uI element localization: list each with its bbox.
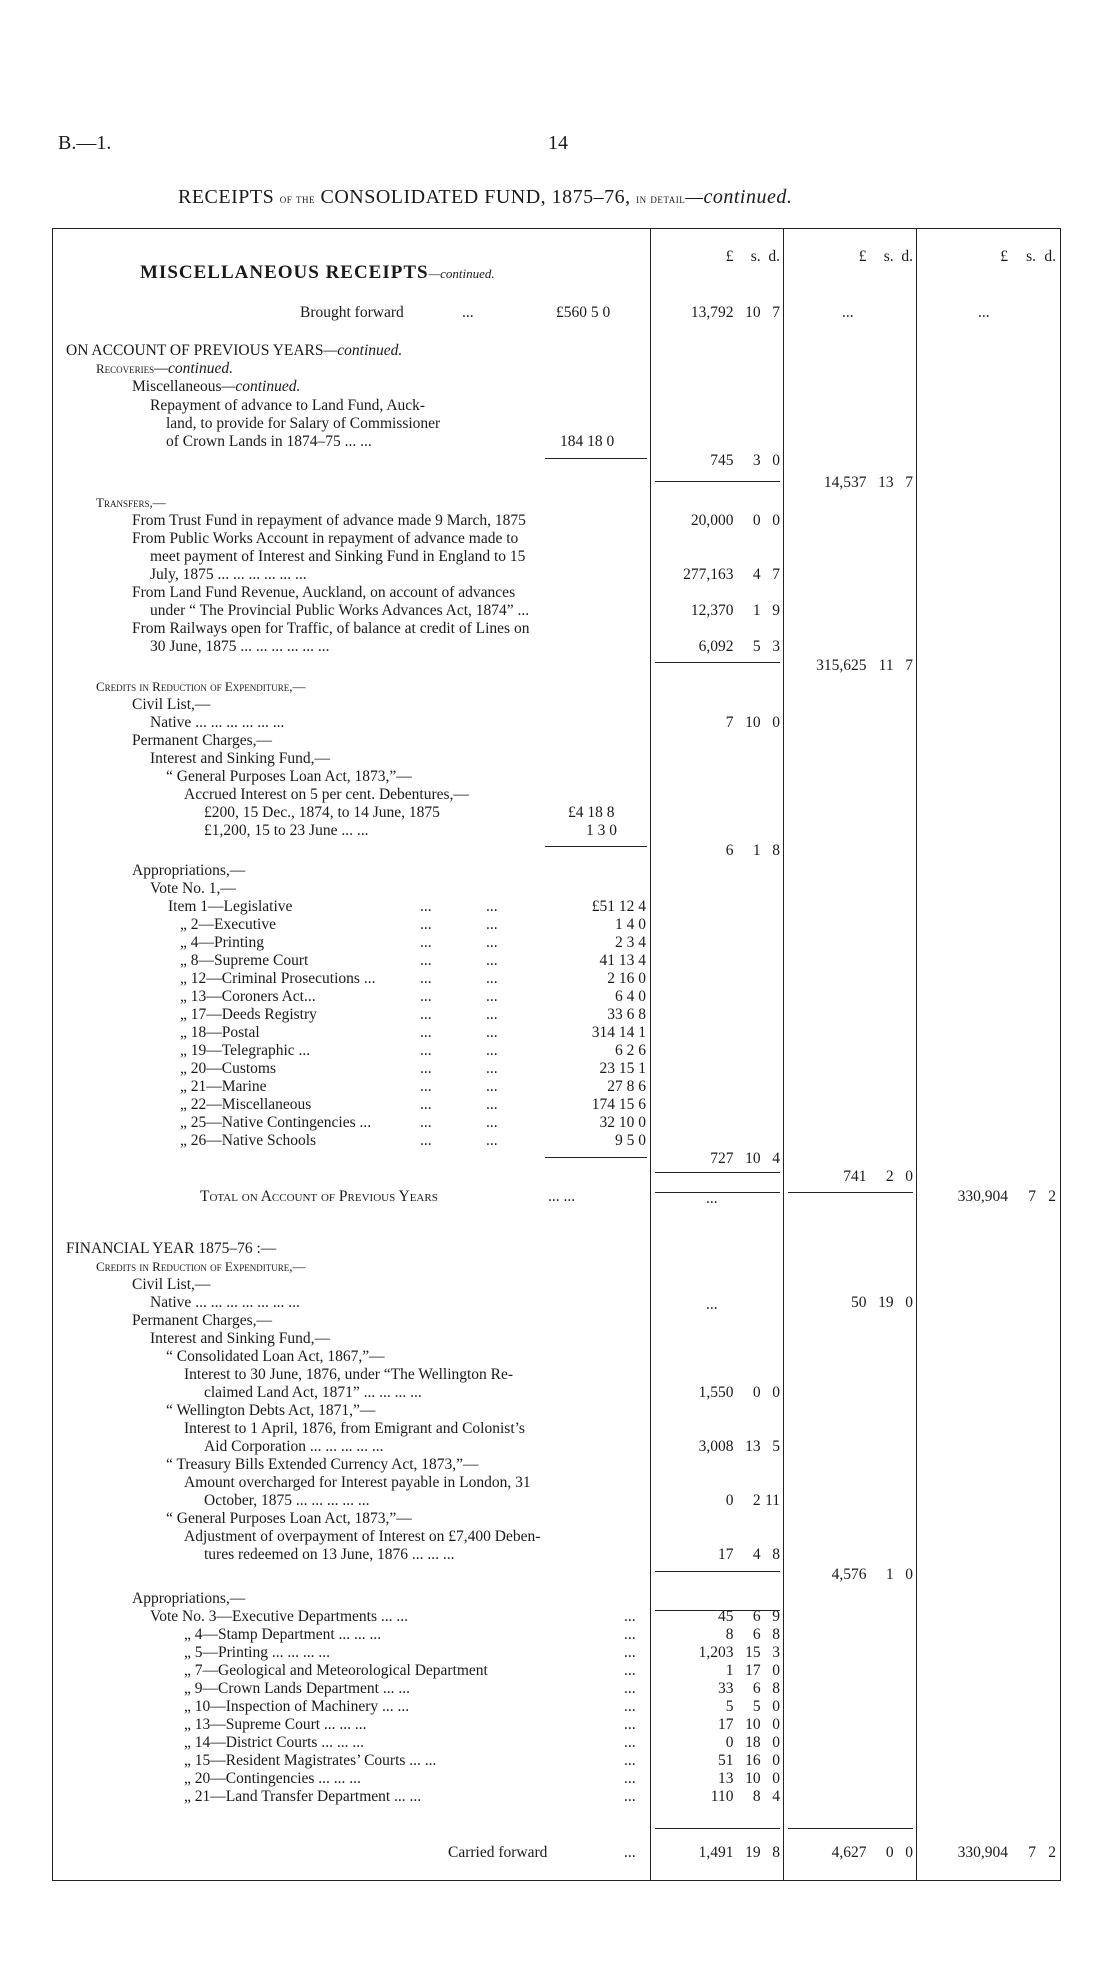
vote1-item-dots: ... [420,970,432,987]
rule [655,481,780,482]
civil-list: Civil List,— [132,696,211,713]
vote1-item-label: „ 20—Customs [180,1060,277,1077]
vote1-item-dots: ... [420,1006,432,1023]
fy-v3: 0 2 11 [725,1492,780,1509]
brought-forward-label: Brought forward [300,304,404,321]
vote1-item-dots: ... [486,1078,498,1095]
fy-v1: 1,550 0 0 [698,1384,780,1401]
transfer-line: From Railways open for Traffic, of balance at credit of Lines on [132,620,530,637]
vote1-item-value: 314 14 1 [591,1024,646,1041]
vote1-item-dots: ... [420,1024,432,1041]
col3-header: £ s. d. [1000,248,1056,265]
vote1-item-dots: ... [486,1096,498,1113]
prev-tot1: 14,537 13 7 [823,474,913,491]
fy-line: Interest to 1 April, 1876, from Emigrant and Colonist’s [184,1420,525,1437]
vote1-item-label: „ 22—Miscellaneous [180,1096,312,1113]
rule [545,458,647,459]
vote3-item-dots: ... [624,1608,636,1625]
vote1-item-dots: ... [420,934,432,951]
fy-native: Native ... ... ... ... ... ... ... [150,1294,300,1311]
vote3-item-label: „ 10—Inspection of Machinery ... ... [184,1698,410,1715]
col2-header: £ s. d. [858,248,913,265]
vote1-item-dots: ... [486,934,498,951]
deb-total: 6 1 8 [725,842,780,859]
rule [788,1828,913,1829]
prev-years-heading: ON ACCOUNT OF PREVIOUS YEARS—continued. [66,342,403,359]
vote1-item-value: 2 16 0 [607,970,646,987]
col-divider-2 [783,228,784,1881]
page-title: RECEIPTS of the CONSOLIDATED FUND, 1875–76, in detail—continued. [178,186,793,208]
fy-line: October, 1875 ... ... ... ... ... [204,1492,370,1509]
vote3-item-dots: ... [624,1626,636,1643]
vote3-item-label: „ 4—Stamp Department ... ... ... [184,1626,382,1643]
credits-heading: Credits in Reduction of Expenditure,— [96,679,306,694]
fy-native-v: 50 19 0 [850,1294,913,1311]
transfer-v1: 20,000 0 0 [690,512,780,529]
rule [545,846,647,847]
brought-dots: ... [462,304,474,321]
fy-approp-heading: Appropriations,— [132,1590,246,1607]
vote3-item-dots: ... [624,1734,636,1751]
fy-line: tures redeemed on 13 June, 1876 ... ... ... [204,1546,455,1563]
vote1-item-value: 41 13 4 [599,952,646,969]
vote1-item-value: 174 15 6 [591,1096,646,1113]
col-divider-3 [916,228,917,1881]
total-prev-c1: ... [706,1190,718,1207]
fy-civil: Civil List,— [132,1276,211,1293]
deb2: £1,200, 15 to 23 June ... ... [204,822,369,839]
vote1-item-dots: ... [420,1042,432,1059]
brought-c3: ... [978,304,990,321]
fy-native-c1: ... [706,1296,718,1313]
repay-line-1: Repayment of advance to Land Fund, Auck- [150,397,426,414]
vote1-item-dots: ... [486,898,498,915]
brought-c2: ... [842,304,854,321]
vote1-item-dots: ... [420,898,432,915]
vote1-item-dots: ... [420,1132,432,1149]
transfer-v3: 12,370 1 9 [690,602,780,619]
fy-total: 4,576 1 0 [831,1566,913,1583]
fy-line: claimed Land Act, 1871” ... ... ... ... [204,1384,422,1401]
native-line: Native ... ... ... ... ... ... [150,714,285,731]
vote3-item-dots: ... [624,1644,636,1661]
isf: Interest and Sinking Fund,— [150,750,330,767]
vote1-item-label: „ 25—Native Contingencies ... [180,1114,372,1131]
transfer-line: meet payment of Interest and Sinking Fund in England to 15 [150,548,526,565]
transfer-v2: 277,163 4 7 [683,566,780,583]
vote1-item-label: „ 13—Coroners Act... [180,988,316,1005]
transfer-line: From Trust Fund in repayment of advance made 9 March, 1875 [132,512,526,529]
transfers-heading: Transfers,— [96,495,166,510]
rule [788,1192,913,1193]
vote1-item-value: 9 5 0 [615,1132,646,1149]
recoveries-heading: Recoveries—continued. [96,360,233,377]
rule [655,1571,780,1572]
vote3-item-label: „ 5—Printing ... ... ... ... [184,1644,330,1661]
carried-c2: 4,627 0 0 [831,1844,913,1861]
carried-c1: 1,491 19 8 [698,1844,780,1861]
fy-line: Amount overcharged for Interest payable in London, 31 [184,1474,531,1491]
vote1-item-label: „ 8—Supreme Court [180,952,309,969]
fy-line: “ Wellington Debts Act, 1871,”— [166,1402,376,1419]
vote3-item-value: 13 10 0 [717,1770,780,1787]
vote1-item-dots: ... [420,952,432,969]
deb1: £200, 15 Dec., 1874, to 14 June, 1875 [204,804,440,821]
vote3-item-label: „ 9—Crown Lands Department ... ... [184,1680,410,1697]
gpla: “ General Purposes Loan Act, 1873,”— [166,768,412,785]
vote1-item-label: „ 18—Postal [180,1024,260,1041]
transfer-v4: 6,092 5 3 [698,638,780,655]
rule [655,1828,780,1829]
section-title: MISCELLANEOUS RECEIPTS—continued. [140,262,495,283]
vote3-item-value: 0 18 0 [725,1734,780,1751]
page-number: 14 [548,132,568,154]
misc-heading: Miscellaneous—continued. [132,378,301,395]
fy-perm: Permanent Charges,— [132,1312,273,1329]
fy-isf: Interest and Sinking Fund,— [150,1330,330,1347]
vote1-item-value: 6 4 0 [615,988,646,1005]
vote1-item-dots: ... [420,1096,432,1113]
vote1-item-dots: ... [420,916,432,933]
rule [655,662,780,663]
vote3-item-value: 5 5 0 [725,1698,780,1715]
deb2-v: 1 3 0 [586,822,617,839]
fy-line: “ Consolidated Loan Act, 1867,”— [166,1348,385,1365]
vote3-item-dots: ... [624,1662,636,1679]
col1-header: £ s. d. [725,248,780,265]
vote3-item-value: 33 6 8 [717,1680,780,1697]
rule [545,1157,647,1158]
vote1-item-dots: ... [486,952,498,969]
perm-charges: Permanent Charges,— [132,732,273,749]
vote3-item-dots: ... [624,1752,636,1769]
vote1-item-value: 27 8 6 [607,1078,646,1095]
vote1-item-dots: ... [486,1042,498,1059]
vote1-item-label: „ 26—Native Schools [180,1132,317,1149]
fy-line: Adjustment of overpayment of Interest on £7,400 Deben- [184,1528,541,1545]
vote1-item-dots: ... [486,1006,498,1023]
vote3-item-dots: ... [624,1770,636,1787]
vote1-item-label: „ 17—Deeds Registry [180,1006,317,1023]
repay-line-2: land, to provide for Salary of Commissioner [166,415,441,432]
vote1-item-dots: ... [486,1060,498,1077]
approp-heading: Appropriations,— [132,862,246,879]
carried-c3: 330,904 7 2 [957,1844,1056,1861]
vote1-item-value: 1 4 0 [615,916,646,933]
vote3-item-label: „ 20—Contingencies ... ... ... [184,1770,361,1787]
accrued: Accrued Interest on 5 per cent. Debentures,— [184,786,469,803]
vote1-item-label: „ 12—Criminal Prosecutions ... [180,970,376,987]
transfer-line: 30 June, 1875 ... ... ... ... ... ... [150,638,330,655]
vote1-item-dots: ... [420,1078,432,1095]
vote1-item-value: 6 2 6 [615,1042,646,1059]
fy-line: Aid Corporation ... ... ... ... ... [204,1438,384,1455]
repay-inner: 184 18 0 [560,433,615,450]
col-divider-1 [650,228,651,1881]
vote1-total2: 741 2 0 [843,1168,913,1185]
vote1-item-dots: ... [486,988,498,1005]
vote3-item-label: „ 14—District Courts ... ... ... [184,1734,364,1751]
vote1-item-label: „ 19—Telegraphic ... [180,1042,311,1059]
vote3-item-dots: ... [624,1716,636,1733]
vote3-item-label: „ 7—Geological and Meteorological Department [184,1662,488,1679]
vote3-item-value: 51 16 0 [717,1752,780,1769]
total-prev-dots: ... ... [548,1188,576,1205]
transfer-line: From Land Fund Revenue, Auckland, on account of advances [132,584,516,601]
vote1-item-label: „ 2—Executive [180,916,276,933]
vote3-item-label: „ 15—Resident Magistrates’ Courts ... ... [184,1752,437,1769]
vote3-item-dots: ... [624,1788,636,1805]
vote1-item-dots: ... [420,1060,432,1077]
page-ref: B.—1. [58,132,112,154]
vote1-item-dots: ... [486,1114,498,1131]
vote1-total: 727 10 4 [710,1150,780,1167]
vote3-item-label: Vote No. 3—Executive Departments ... ... [150,1608,408,1625]
carried-dots: ... [624,1844,636,1861]
vote1-item-dots: ... [420,988,432,1005]
deb1-v: £4 18 8 [568,804,615,821]
vote1-item-label: Item 1—Legislative [168,898,293,915]
vote1-item-label: „ 21—Marine [180,1078,267,1095]
prev-sub1: 745 3 0 [710,452,780,469]
rule [655,1172,780,1173]
transfer-line: From Public Works Account in repayment of advance made to [132,530,519,547]
transfer-total: 315,625 11 7 [816,657,913,674]
total-prev-label: Total on Account of Previous Years [200,1188,438,1205]
vote1-item-value: 2 3 4 [615,934,646,951]
vote1-item-dots: ... [486,916,498,933]
vote1-item-value: 32 10 0 [599,1114,646,1131]
vote1-item-value: £51 12 4 [591,898,646,915]
fy-v4: 17 4 8 [717,1546,780,1563]
vote3-item-dots: ... [624,1698,636,1715]
vote1-item-value: 33 6 8 [607,1006,646,1023]
total-prev-c3: 330,904 7 2 [957,1188,1056,1205]
native-v: 7 10 0 [725,714,780,731]
vote3-item-label: „ 13—Supreme Court ... ... ... [184,1716,367,1733]
brought-c1: 13,792 10 7 [690,304,780,321]
fy-credits: Credits in Reduction of Expenditure,— [96,1259,306,1274]
vote3-item-value: 45 6 9 [717,1608,780,1625]
vote1-item-dots: ... [486,1132,498,1149]
vote3-item-value: 17 10 0 [717,1716,780,1733]
vote3-item-value: 1,203 15 3 [698,1644,780,1661]
fy-heading: FINANCIAL YEAR 1875–76 :— [66,1240,277,1257]
repay-line-3: of Crown Lands in 1874–75 ... ... [166,433,372,450]
vote1-item-dots: ... [420,1114,432,1131]
vote3-item-value: 110 8 4 [710,1788,780,1805]
brought-inner: £560 5 0 [556,304,611,321]
fy-line: “ General Purposes Loan Act, 1873,”— [166,1510,412,1527]
vote3-item-value: 1 17 0 [725,1662,780,1679]
vote-1: Vote No. 1,— [150,880,236,897]
vote3-item-dots: ... [624,1680,636,1697]
vote1-item-label: „ 4—Printing [180,934,264,951]
fy-line: Interest to 30 June, 1876, under “The Wellington Re- [184,1366,514,1383]
fy-line: “ Treasury Bills Extended Currency Act, 1873,”— [166,1456,479,1473]
vote3-item-label: „ 21—Land Transfer Department ... ... [184,1788,422,1805]
fy-v2: 3,008 13 5 [698,1438,780,1455]
transfer-line: July, 1875 ... ... ... ... ... ... [150,566,307,583]
vote1-item-value: 23 15 1 [599,1060,646,1077]
vote1-item-dots: ... [486,970,498,987]
carried-label: Carried forward [448,1844,548,1861]
vote3-item-value: 8 6 8 [725,1626,780,1643]
vote1-item-dots: ... [486,1024,498,1041]
transfer-line: under “ The Provincial Public Works Advances Act, 1874” ... [150,602,530,619]
